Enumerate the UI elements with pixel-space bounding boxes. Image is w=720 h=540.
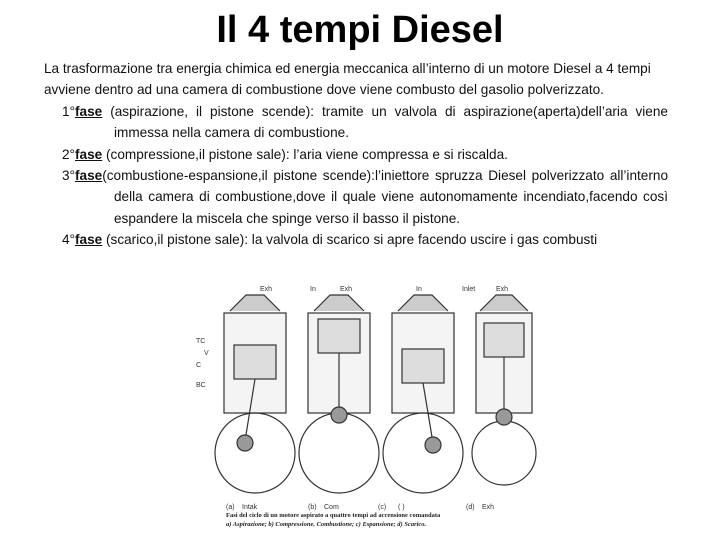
slide-title: Il 4 tempi Diesel	[216, 9, 504, 51]
phase-3	[44, 165, 668, 229]
phase-description: (compressione,il pistone sale): l’aria viene compressa e si riscalda.	[102, 146, 508, 162]
bottom-label: (c)	[378, 504, 387, 511]
caption-line-2: a) Aspirazione; b) Compressione, Combustione; c) Espansione; d) Scarico.	[226, 520, 427, 528]
side-label: V	[204, 350, 209, 357]
top-label: Exh	[260, 286, 273, 293]
cylinder-c	[383, 295, 463, 493]
bottom-label: (b)	[308, 504, 317, 511]
bottom-label: (d)	[466, 504, 475, 511]
intro-paragraph: La trasformazione tra energia chimica ed energia meccanica all’interno di un motore Diesel a 4 tempi avviene dentro ad una camera di combustione dove viene combusto del gasolio polverizzato.	[44, 61, 651, 98]
top-label: Exh	[496, 286, 509, 293]
cylinder-a	[215, 295, 295, 493]
phase-keyword: fase	[75, 146, 103, 162]
phase-number: 4°	[62, 232, 75, 248]
bottom-label: Exh	[482, 504, 495, 511]
cylinder-b	[299, 295, 379, 493]
phase-keyword: fase	[75, 103, 103, 119]
engine-cycle-diagram	[190, 283, 538, 517]
top-label: In	[310, 286, 316, 293]
top-label: Inlet	[462, 286, 476, 293]
side-label: BC	[196, 382, 206, 389]
phase-description: (combustione-espansione,il pistone scende):l’iniettore spruzza Diesel polverizzato all’interno della camera di combustione,dove il quale viene autonomamente incendiato,facendo così espandere la miscela che spinge verso il basso il pistone.	[102, 168, 668, 226]
bottom-label: ( )	[398, 504, 405, 511]
top-label: In	[416, 286, 422, 293]
phase-description: (scarico,il pistone sale): la valvola di scarico si apre facendo uscire i gas combusti	[102, 232, 598, 248]
side-label: TC	[196, 338, 206, 345]
body-text	[44, 58, 668, 251]
figure-caption	[226, 512, 516, 529]
phase-keyword: fase	[75, 232, 103, 248]
phase-keyword: fase	[75, 168, 103, 184]
phase-4	[44, 229, 668, 250]
phase-number: 2°	[62, 146, 75, 162]
bottom-label: Intak	[242, 504, 258, 511]
bottom-label: (a)	[226, 504, 235, 511]
phase-number: 3°	[62, 168, 75, 184]
caption-line-1: Fasi del ciclo di un motore aspirato a quattro tempi ad accensione comandata	[226, 512, 441, 519]
cylinder-d	[472, 295, 536, 485]
phase-1	[44, 101, 668, 144]
top-label: Exh	[340, 286, 353, 293]
phase-description: (aspirazione, il pistone scende): tramite un valvola di aspirazione(aperta)dell’aria viene immessa nella camera di combustione.	[102, 103, 668, 141]
phase-number: 1°	[62, 103, 75, 119]
side-label: C	[196, 362, 202, 369]
phase-2	[44, 144, 668, 165]
bottom-label: Com	[324, 504, 339, 511]
